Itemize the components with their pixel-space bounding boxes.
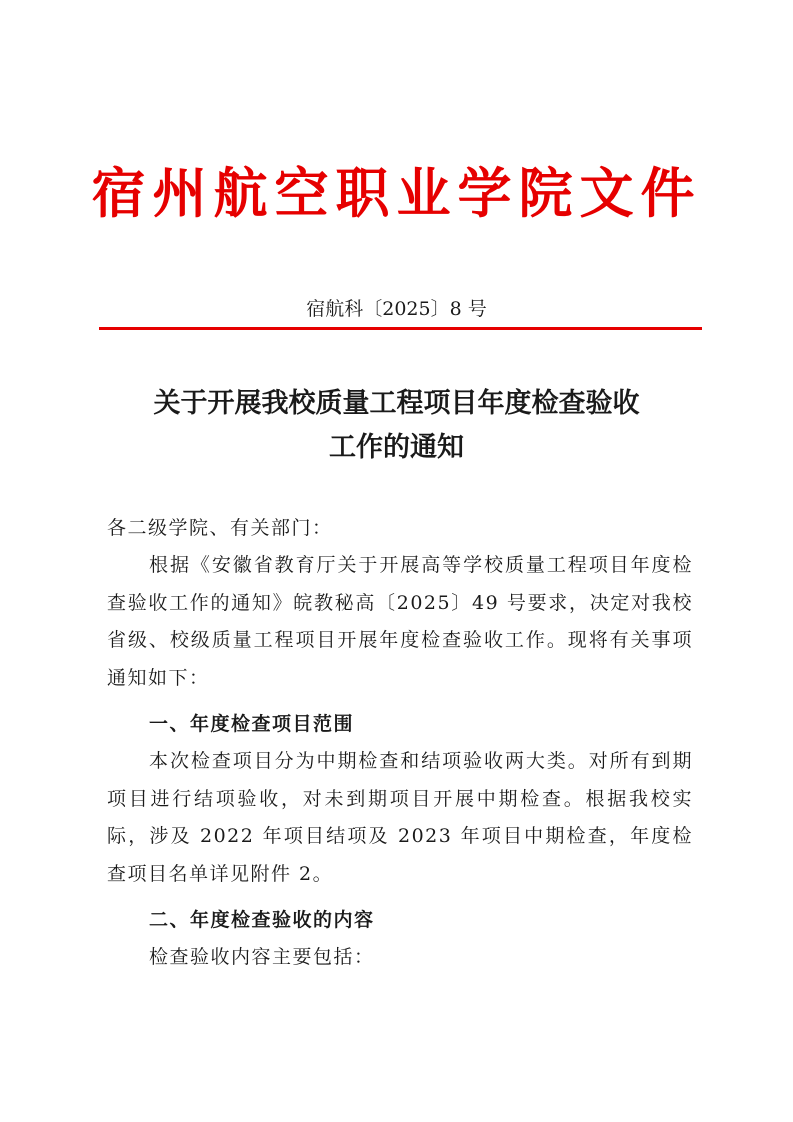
notice-title [80, 382, 713, 470]
red-divider-line [99, 327, 702, 330]
notice-title-line-2: 工作的通知 [329, 432, 464, 463]
body-paragraph-3: 检查验收内容主要包括： [149, 946, 375, 968]
body-paragraph-1: 根据《安徽省教育厅关于开展高等学校质量工程项目年度检查验收工作的通知》皖教秘高〔2025〕49 号要求，决定对我校省级、校级质量工程项目开展年度检查验收工作。现将有关事项通知如下： [107, 554, 693, 689]
org-document-title: 宿州航空职业学院文件 [91, 161, 702, 225]
salutation: 各二级学院、有关部门： [107, 517, 333, 539]
section-heading-2: 二、年度检查验收的内容 [149, 909, 375, 931]
notice-title-line-1: 关于开展我校质量工程项目年度检查验收 [153, 388, 640, 419]
section-heading-1: 一、年度检查项目范围 [149, 713, 355, 735]
document-number: 宿航科〔2025〕8 号 [306, 298, 487, 320]
body-paragraph-2: 本次检查项目分为中期检查和结项验收两大类。对所有到期项目进行结项验收，对未到期项目开展中期检查。根据我校实际，涉及 2022 年项目结项及 2023 年项目中期检查，年度检查项目名单详见附件 2。 [107, 750, 693, 885]
